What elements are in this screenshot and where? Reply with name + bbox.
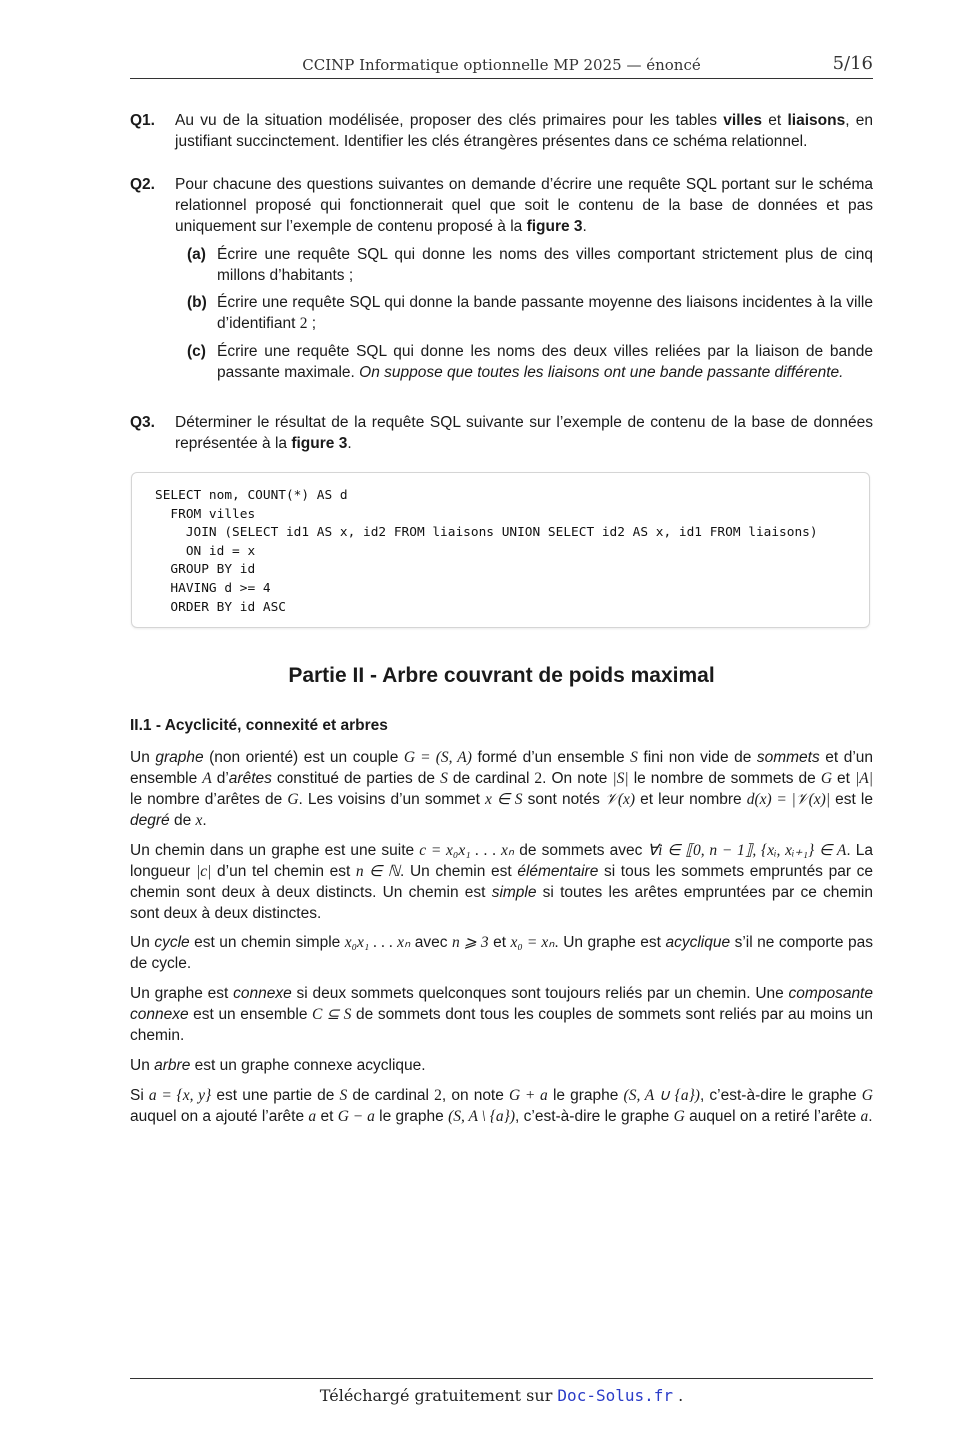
page-footer: Téléchargé gratuitement sur Doc-Solus.fr . (319, 1386, 684, 1405)
footer-link[interactable]: Doc-Solus.fr (557, 1386, 674, 1405)
subquestion-c (187, 341, 873, 383)
sql-code: SELECT nom, COUNT(*) AS d FROM villes JOIN (SELECT id1 AS x, id2 FROM liaisons UNION SELECT id2 AS x, id1 FROM liaisons) ON id = x GROUP BY id HAVING d >= 4 ORDER BY id ASC (155, 488, 818, 615)
question-text: Au vu de la situation modélisée, proposer des clés primaires pour les tables villes et liaisons, en justifiant succinctement. Identifier les clés étrangères présentes dans ce schéma relationnel. (175, 112, 874, 150)
subquestion-text: Écrire une requête SQL qui donne la bande passante moyenne des liaisons incidentes à la ville d’identifiant 2 ; (217, 294, 873, 332)
paragraph-cycle-definition: Un cycle est un chemin simple x₀x₁ . . . xₙ avec n ⩾ 3 et x₀ = xₙ. Un graphe est acyclique s’il ne comporte pas de cycle. (130, 934, 873, 972)
footer-divider (130, 1378, 873, 1379)
subquestion-label: (c) (187, 343, 206, 360)
question-text: Pour chacune des questions suivantes on demande d’écrire une requête SQL portant sur le schéma relationnel proposé qui fonctionnerait quel que soit le contenu de la base de données et pas uniquement sur l’exemple de contenu proposé à la figure 3. (175, 176, 873, 235)
subquestion-label: (b) (187, 294, 207, 311)
part-title: Partie II - Arbre couvrant de poids maximal (288, 664, 715, 687)
question-q1 (130, 110, 873, 152)
subsection-title: II.1 - Acyclicité, connexité et arbres (130, 717, 388, 734)
paragraph-graph-definition: Un graphe (non orienté) est un couple G = (S, A) formé d’un ensemble S fini non vide de sommets et d’un ensemble A d’arêtes constitué de parties de S de cardinal 2. On note |S| le nombre de sommets de G et |A| le nombre d’arêtes de G. Les voisins d’un sommet x ∈ S sont notés 𝒱(x) et leur nombre d(x) = |𝒱(x)| est le degré de x. (130, 749, 874, 829)
subquestion-b (187, 292, 873, 334)
paragraph-edge-operations: Si a = {x, y} est une partie de S de cardinal 2, on note G + a le graphe (S, A ∪ {a}), c’est-à-dire le graphe G auquel on a ajouté l’arête a et G − a le graphe (S, A \ {a}), c’est-à-dire le graphe G auquel on a retiré l’arête a. (130, 1087, 873, 1125)
question-label: Q1. (130, 112, 155, 129)
page-header (130, 52, 873, 79)
subquestion-text: Écrire une requête SQL qui donne les noms des deux villes reliées par la liaison de bande passante maximale. On suppose que toutes les liaisons ont une bande passante différente. (217, 343, 873, 381)
question-label: Q3. (130, 414, 155, 431)
page-number: 5/16 (832, 53, 873, 74)
paragraph-path-definition: Un chemin dans un graphe est une suite c = x₀x₁ . . . xₙ de sommets avec ∀i ∈ ⟦0, n − 1⟧, {xᵢ, xᵢ₊₁} ∈ A. La longueur |c| d’un tel chemin est n ∈ ℕ. Un chemin est élémentaire si tous les sommets empruntés par ce chemin sont deux à deux distincts. Un chemin est simple si toutes les arêtes empruntées par ce chemin sont deux à deux distinctes. (130, 842, 874, 922)
paragraph-connected-definition: Un graphe est connexe si deux sommets quelconques sont toujours reliés par un chemin. Une composante connexe est un ensemble C ⊆ S de sommets dont tous les couples de sommets sont reliés par au moins un chemin. (130, 985, 873, 1044)
sql-code-box (131, 472, 870, 628)
question-q3 (130, 412, 873, 454)
question-q2 (130, 174, 873, 237)
question-label: Q2. (130, 176, 155, 193)
subquestion-label: (a) (187, 246, 206, 263)
question-text: Déterminer le résultat de la requête SQL suivante sur l’exemple de contenu de la base de données représentée à la figure 3. (175, 414, 873, 452)
subquestion-a (187, 244, 873, 286)
paragraph-tree-definition: Un arbre est un graphe connexe acyclique. (130, 1057, 426, 1074)
header-title: CCINP Informatique optionnelle MP 2025 — énoncé (302, 56, 701, 74)
subquestion-text: Écrire une requête SQL qui donne les noms des villes comportant strictement plus de cinq millons d’habitants ; (217, 246, 873, 284)
